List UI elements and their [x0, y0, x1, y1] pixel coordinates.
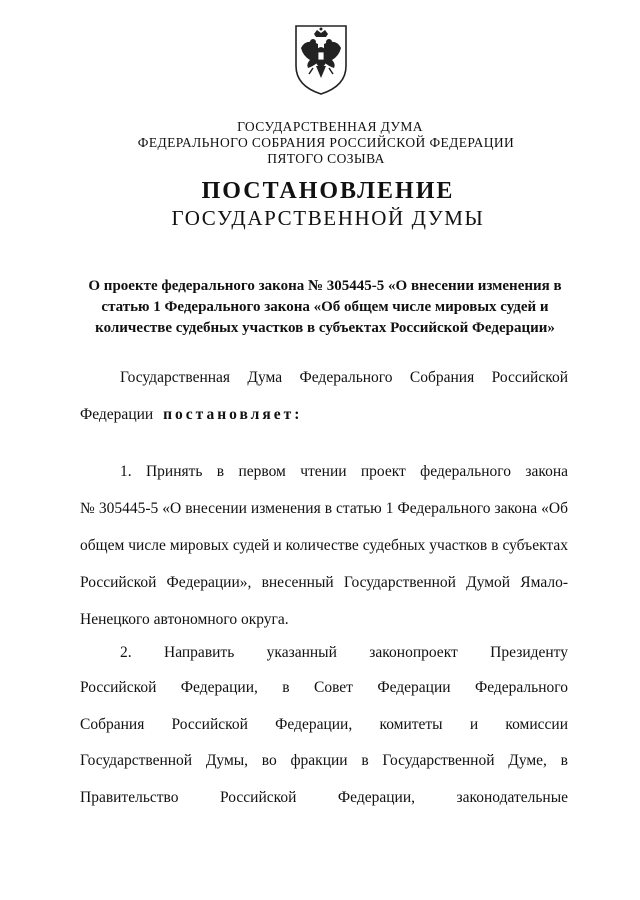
document-subject: [70, 276, 580, 339]
subject-line-2: статью 1 Федерального закона «Об общем числе мировых судей и: [101, 299, 549, 315]
item1-line-3: общем числе мировых судей и количестве судебных участков в субъектах: [80, 537, 568, 554]
document-subtitle: ГОСУДАРСТВЕННОЙ ДУМЫ: [171, 206, 485, 230]
item2-line-3: Собрания Российской Федерации, комитеты и комиссии: [80, 716, 568, 733]
header-line-3: ПЯТОГО СОЗЫВА: [267, 151, 385, 166]
resolves-verb: постановляет:: [163, 406, 303, 423]
item2-line-1: 2. Направить указанный законопроект Президенту: [120, 644, 568, 661]
header-line-2: ФЕДЕРАЛЬНОГО СОБРАНИЯ РОССИЙСКОЙ ФЕДЕРАЦИИ: [137, 135, 515, 150]
preamble-line-2: [80, 406, 568, 428]
header-line-1: ГОСУДАРСТВЕННАЯ ДУМА: [237, 119, 423, 134]
item2-line-4: Государственной Думы, во фракции в Государственной Думе, в: [80, 752, 568, 769]
document-title: ПОСТАНОВЛЕНИЕ: [201, 178, 455, 204]
item1-line-2: № 305445-5 «О внесении изменения в статью 1 Федерального закона «Об: [80, 500, 568, 517]
item2-line-2: Российской Федерации, в Совет Федерации Федерального: [80, 679, 568, 696]
subject-line-3: количестве судебных участков в субъектах Российской Федерации»: [95, 320, 555, 336]
item1-line-4: Российской Федерации», внесенный Государственной Думой Ямало-: [80, 574, 568, 591]
preamble-line-1: Государственная Дума Федерального Собрания Российской: [120, 369, 568, 386]
item2-line-5: Правительство Российской Федерации, законодательные: [80, 789, 568, 806]
subject-line-1: О проекте федерального закона № 305445-5 «О внесении изменения в: [88, 278, 562, 294]
preamble-line-2-start: Федерации: [80, 406, 154, 423]
item1-line-1: 1. Принять в первом чтении проект федерального закона: [120, 463, 568, 480]
item1-line-5: Ненецкого автономного округа.: [80, 611, 289, 628]
coat-of-arms-icon: [292, 22, 350, 96]
